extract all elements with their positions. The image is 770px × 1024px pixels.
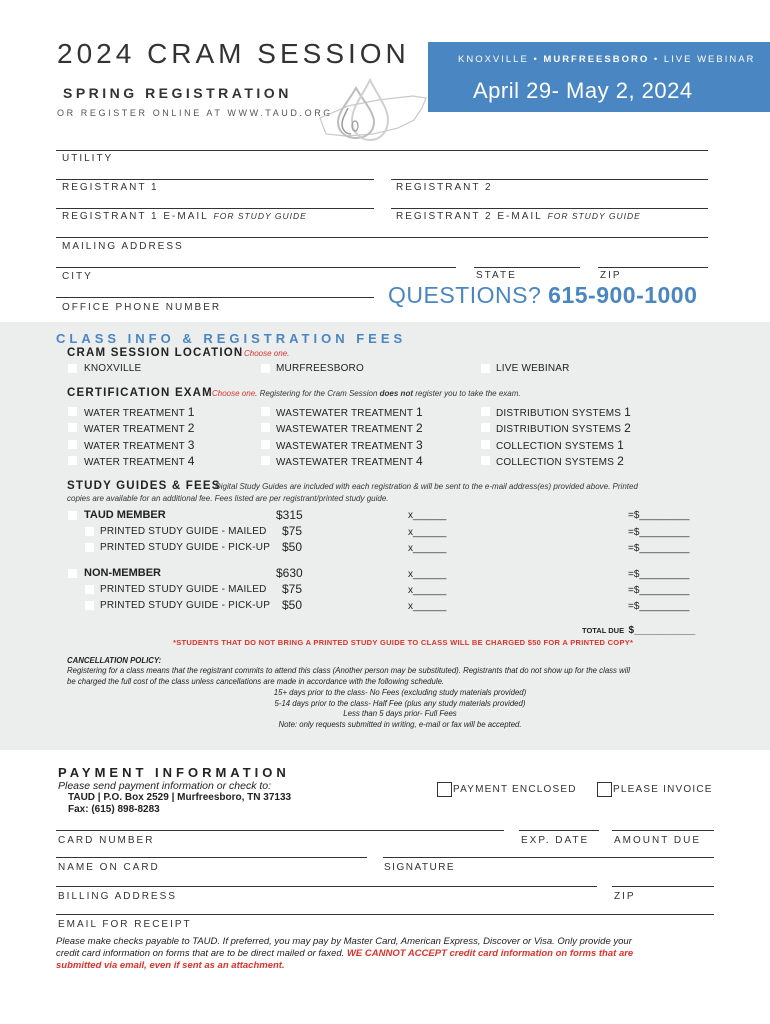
checkbox-payment-enclosed[interactable] bbox=[437, 782, 452, 797]
registrant1-line[interactable] bbox=[56, 179, 374, 180]
state-label: STATE bbox=[476, 270, 517, 281]
member-mailed-label: PRINTED STUDY GUIDE - MAILED bbox=[100, 526, 267, 537]
cancellation-line-1: Registering for a class means that the registrant commits to attend this class (Another person may be substituted). Registrants that do not show up for the class will bbox=[67, 666, 630, 675]
location-murfreesboro: MURFREESBORO bbox=[276, 363, 364, 374]
payment-enclosed-label: PAYMENT ENCLOSED bbox=[453, 784, 577, 795]
non-member-label: NON-MEMBER bbox=[84, 567, 161, 579]
name-on-card-label: NAME ON CARD bbox=[58, 862, 160, 873]
amount-due-line[interactable] bbox=[612, 830, 714, 831]
registrant1-email-line[interactable] bbox=[56, 208, 374, 209]
amount-due-label: AMOUNT DUE bbox=[614, 835, 702, 846]
register-online-text: OR REGISTER ONLINE AT WWW.TAUD.ORG bbox=[57, 108, 333, 118]
session-dates: April 29- May 2, 2024 bbox=[473, 78, 693, 103]
form-title: 2024 CRAM SESSION bbox=[57, 38, 410, 69]
exam-option-label: WATER TREATMENT 1 bbox=[84, 405, 195, 419]
checkbox-exam-col2-3[interactable] bbox=[261, 456, 270, 465]
exam-option-label: DISTRIBUTION SYSTEMS 1 bbox=[496, 405, 631, 419]
name-on-card-line[interactable] bbox=[56, 857, 367, 858]
registrant2-label: REGISTRANT 2 bbox=[396, 182, 493, 193]
please-invoice-label: PLEASE INVOICE bbox=[613, 784, 713, 795]
exam-option-label: WATER TREATMENT 2 bbox=[84, 421, 195, 435]
registrant1-email-label: REGISTRANT 1 E-MAIL FOR STUDY GUIDE bbox=[62, 211, 307, 222]
mailing-address-label: MAILING ADDRESS bbox=[62, 241, 184, 252]
billing-address-line[interactable] bbox=[56, 886, 597, 887]
checkbox-knoxville[interactable] bbox=[68, 364, 77, 373]
taud-member-label: TAUD MEMBER bbox=[84, 509, 166, 521]
checkbox-murfreesboro[interactable] bbox=[261, 364, 270, 373]
exam-option-label: COLLECTION SYSTEMS 2 bbox=[496, 454, 624, 468]
utility-line[interactable] bbox=[56, 150, 708, 151]
dates-banner bbox=[428, 42, 770, 112]
study-guides-heading: STUDY GUIDES & FEES bbox=[67, 480, 221, 492]
cancellation-schedule: 15+ days prior to the class- No Fees (excluding study materials provided) 5-14 days prior to the class- Half Fee (plus any study materials provided) Less than 5 days prior- Full Fees Note: only requests submitted in writing, e-mail or fax will be accepted. bbox=[273, 688, 527, 729]
email-receipt-line[interactable] bbox=[56, 914, 714, 915]
city-line[interactable] bbox=[56, 267, 456, 268]
signature-line[interactable] bbox=[383, 857, 714, 858]
study-guides-note-1: Digital Study Guides are included with each registration & will be sent to the e-mail address(es) provided above. Printed bbox=[215, 482, 638, 491]
checkbox-exam-col3-2[interactable] bbox=[481, 440, 490, 449]
total-due[interactable]: TOTAL DUE $___________ bbox=[582, 625, 696, 636]
subtotal-field[interactable]: =$_________ bbox=[628, 601, 690, 612]
exam-option-label: DISTRIBUTION SYSTEMS 2 bbox=[496, 421, 631, 435]
member-pickup-label: PRINTED STUDY GUIDE - PICK-UP bbox=[100, 542, 271, 553]
checkbox-exam-col2-1[interactable] bbox=[261, 423, 270, 432]
exp-date-label: EXP. DATE bbox=[521, 835, 590, 846]
study-guides-note-2: copies are available for an additional fee. Fees listed are per registrant/printed study guide. bbox=[67, 494, 389, 503]
billing-address-label: BILLING ADDRESS bbox=[58, 891, 177, 902]
class-info-title: CLASS INFO & REGISTRATION FEES bbox=[56, 331, 407, 346]
subtotal-field[interactable]: =$_________ bbox=[628, 527, 690, 538]
checkbox-nonmember-mailed[interactable] bbox=[85, 585, 94, 594]
zip-label: ZIP bbox=[600, 270, 622, 281]
exam-option-label: WATER TREATMENT 3 bbox=[84, 438, 195, 452]
mailing-address-line[interactable] bbox=[56, 237, 708, 238]
nonmember-pickup-label: PRINTED STUDY GUIDE - PICK-UP bbox=[100, 600, 271, 611]
checkbox-member-pickup[interactable] bbox=[85, 543, 94, 552]
location-live-webinar: LIVE WEBINAR bbox=[496, 363, 570, 374]
checkbox-exam-col3-0[interactable] bbox=[481, 407, 490, 416]
exam-option-label: COLLECTION SYSTEMS 1 bbox=[496, 438, 624, 452]
payment-instructions: Please make checks payable to TAUD. If preferred, you may pay by Master Card, American Express, Discover or Visa. Only provide your credit card information on forms that are to be direct mailed or faxed. WE CANNOT ACCEPT credit card information on forms that are submitted via email, even if sent as an attachment. bbox=[56, 936, 634, 971]
state-line[interactable] bbox=[474, 267, 580, 268]
billing-zip-label: ZIP bbox=[614, 891, 636, 902]
checkbox-exam-col3-1[interactable] bbox=[481, 423, 490, 432]
checkbox-please-invoice[interactable] bbox=[597, 782, 612, 797]
cancellation-title: CANCELLATION POLICY: bbox=[67, 656, 162, 665]
qty-field[interactable]: x______ bbox=[408, 569, 447, 580]
office-phone-label: OFFICE PHONE NUMBER bbox=[62, 302, 222, 313]
payment-address: TAUD | P.O. Box 2529 | Murfreesboro, TN 37133 bbox=[68, 792, 292, 803]
qty-field[interactable]: x______ bbox=[408, 510, 447, 521]
subtotal-field[interactable]: =$_________ bbox=[628, 543, 690, 554]
checkbox-taud-member[interactable] bbox=[68, 511, 77, 520]
nonmember-mailed-label: PRINTED STUDY GUIDE - MAILED bbox=[100, 584, 267, 595]
qty-field[interactable]: x______ bbox=[408, 527, 447, 538]
registrant2-email-label: REGISTRANT 2 E-MAIL FOR STUDY GUIDE bbox=[396, 211, 641, 222]
checkbox-exam-col2-0[interactable] bbox=[261, 407, 270, 416]
taud-logo-icon bbox=[318, 78, 428, 148]
printed-copy-warning: *STUDENTS THAT DO NOT BRING A PRINTED STUDY GUIDE TO CLASS WILL BE CHARGED $50 FOR A PRINTED COPY* bbox=[173, 638, 634, 647]
exp-date-line[interactable] bbox=[519, 830, 599, 831]
zip-line[interactable] bbox=[598, 267, 708, 268]
city-label: CITY bbox=[62, 271, 93, 282]
form-subtitle: SPRING REGISTRATION bbox=[63, 85, 292, 101]
exam-option-label: WASTEWATER TREATMENT 3 bbox=[276, 438, 423, 452]
qty-field[interactable]: x______ bbox=[408, 585, 447, 596]
exam-option-label: WATER TREATMENT 4 bbox=[84, 454, 195, 468]
member-pickup-price: $50 bbox=[282, 540, 303, 554]
utility-label: UTILITY bbox=[62, 153, 114, 164]
qty-field[interactable]: x______ bbox=[408, 601, 447, 612]
checkbox-nonmember-pickup[interactable] bbox=[85, 601, 94, 610]
subtotal-field[interactable]: =$_________ bbox=[628, 510, 690, 521]
nonmember-mailed-price: $75 bbox=[282, 582, 303, 596]
checkbox-non-member[interactable] bbox=[68, 569, 77, 578]
checkbox-exam-col1-3[interactable] bbox=[68, 456, 77, 465]
location-choose-note: Choose one. bbox=[244, 349, 290, 358]
billing-zip-line[interactable] bbox=[612, 886, 714, 887]
taud-member-price: $315 bbox=[276, 508, 303, 522]
cancellation-line-2: be charged the full cost of the class unless cancellations are made in accordance with the following schedule. bbox=[67, 677, 445, 686]
exam-option-label: WASTEWATER TREATMENT 4 bbox=[276, 454, 423, 468]
checkbox-exam-col3-3[interactable] bbox=[481, 456, 490, 465]
certification-heading: CERTIFICATION EXAM bbox=[67, 387, 213, 399]
payment-fax: Fax: (615) 898-8283 bbox=[68, 804, 160, 815]
member-mailed-price: $75 bbox=[282, 524, 303, 538]
nonmember-pickup-price: $50 bbox=[282, 598, 303, 612]
questions-phone: QUESTIONS? 615-900-1000 bbox=[388, 282, 698, 308]
card-number-line[interactable] bbox=[56, 830, 504, 831]
subtotal-field[interactable]: =$_________ bbox=[628, 569, 690, 580]
checkbox-exam-col1-0[interactable] bbox=[68, 407, 77, 416]
signature-label: SIGNATURE bbox=[384, 862, 456, 873]
location-heading: CRAM SESSION LOCATION bbox=[67, 347, 244, 359]
registrant2-email-line[interactable] bbox=[391, 208, 708, 209]
location-knoxville: KNOXVILLE bbox=[84, 363, 142, 374]
exam-option-label: WASTEWATER TREATMENT 2 bbox=[276, 421, 423, 435]
payment-title: PAYMENT INFORMATION bbox=[58, 765, 290, 780]
registrant2-line[interactable] bbox=[391, 179, 708, 180]
checkbox-exam-col1-2[interactable] bbox=[68, 440, 77, 449]
certification-note: Choose one. Registering for the Cram Session does not register you to take the exam. bbox=[212, 389, 521, 398]
checkbox-exam-col2-2[interactable] bbox=[261, 440, 270, 449]
email-receipt-label: EMAIL FOR RECEIPT bbox=[58, 919, 192, 930]
checkbox-live-webinar[interactable] bbox=[481, 364, 490, 373]
checkbox-member-mailed[interactable] bbox=[85, 527, 94, 536]
locations-line: KNOXVILLE • MURFREESBORO • LIVE WEBINAR bbox=[458, 54, 756, 65]
office-phone-line[interactable] bbox=[56, 297, 374, 298]
payment-send-to: Please send payment information or check to: bbox=[58, 780, 272, 792]
exam-option-label: WASTEWATER TREATMENT 1 bbox=[276, 405, 423, 419]
card-number-label: CARD NUMBER bbox=[58, 835, 155, 846]
subtotal-field[interactable]: =$_________ bbox=[628, 585, 690, 596]
registrant1-label: REGISTRANT 1 bbox=[62, 182, 159, 193]
non-member-price: $630 bbox=[276, 566, 303, 580]
checkbox-exam-col1-1[interactable] bbox=[68, 423, 77, 432]
qty-field[interactable]: x______ bbox=[408, 543, 447, 554]
